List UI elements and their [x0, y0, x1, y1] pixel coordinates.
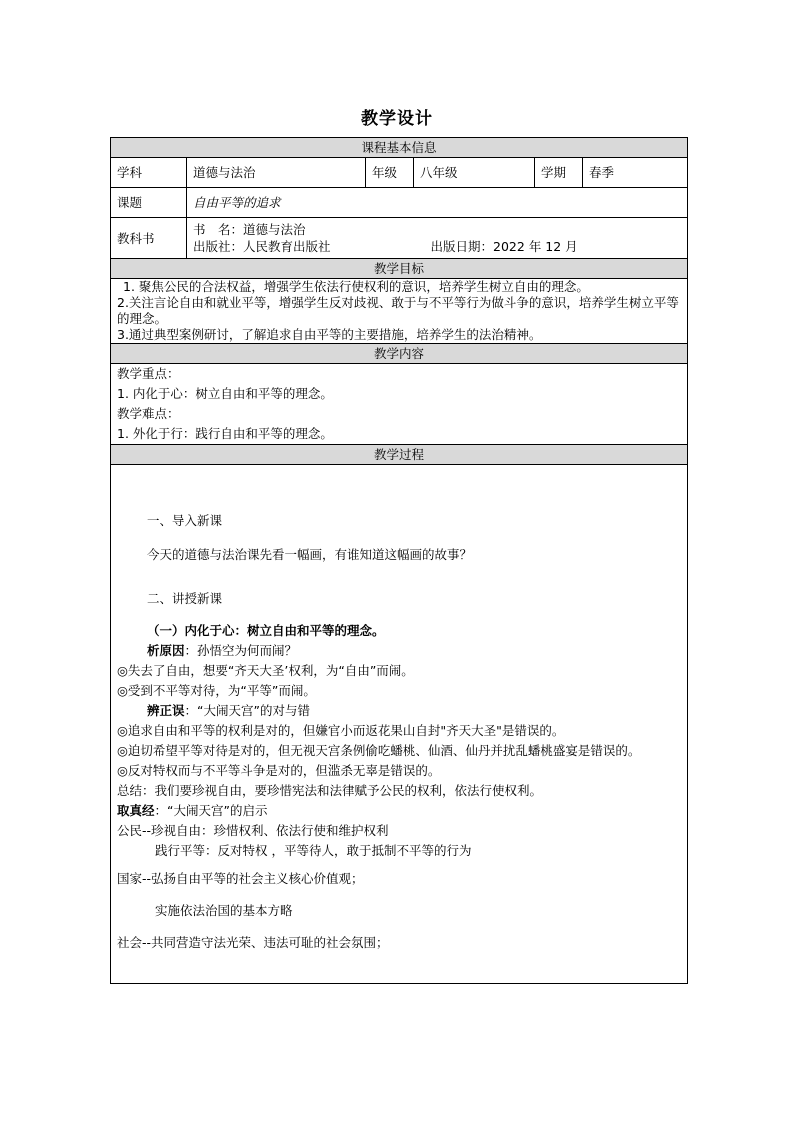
content-header-row: [111, 344, 688, 364]
book-name-key: 书 名：: [193, 222, 244, 237]
process-body: [111, 465, 688, 984]
publisher-key: 出版社：: [193, 239, 244, 254]
objective-item: 3.通过典型案例研讨，了解追求自由平等的主要措施，培养学生的法治精神。: [117, 327, 542, 342]
content-row: [111, 364, 688, 445]
objectives-header: 教学目标: [111, 259, 688, 279]
content-body: [111, 364, 688, 445]
objectives-row: [111, 279, 688, 344]
objectives-header-row: [111, 259, 688, 279]
term-label: 学期: [535, 158, 583, 188]
analyze-cause-line: [117, 641, 681, 661]
objective-item: 1. 聚焦公民的合法权益，增强学生依法行使权利的意识，培养学生树立自由的理念。: [123, 279, 589, 294]
judge-text: ：“大闹天宫”的对与错: [184, 703, 310, 718]
book-name-value: 道德与法治: [243, 222, 306, 237]
basic-info-header: 课程基本信息: [111, 138, 688, 158]
subsection-heading: （一）内化于心：树立自由和平等的理念。: [147, 623, 385, 638]
society-line: 社会--共同营造守法光荣、违法可耻的社会氛围；: [117, 935, 389, 950]
book-name-line: [193, 221, 681, 238]
process-paragraph: ◎迫切希望平等对待是对的，但无视天宫条例偷吃蟠桃、仙酒、仙丹并扰乱蟠桃盛宴是错误的。: [117, 743, 641, 758]
publisher-line: [193, 238, 681, 255]
nation-line: 国家--弘扬自由平等的社会主义核心价值观；: [117, 871, 364, 886]
process-header: 教学过程: [111, 445, 688, 465]
section-lecture-heading: 二、讲授新课: [147, 591, 223, 606]
subject-label: 学科: [111, 158, 187, 188]
pubdate-key: 出版日期：: [430, 239, 494, 254]
topic-label: 课题: [111, 188, 187, 218]
difficult-point-item: 1. 外化于行：践行自由和平等的理念。: [117, 426, 333, 441]
process-paragraph: ◎失去了自由，想要“齐天大圣’权利，为“自由”而闹。: [117, 663, 414, 678]
takeaway-text: ：“大闹天宫”的启示: [154, 803, 268, 818]
topic-row: [111, 188, 688, 218]
subject-row: [111, 158, 688, 188]
grade-value: 八年级: [414, 158, 535, 188]
textbook-info: [187, 218, 688, 259]
analyze-cause-label: 析原因: [147, 643, 185, 658]
process-paragraph: ◎追求自由和平等的权利是对的，但嫌官小而返花果山自封"齐天大圣"是错误的。: [117, 723, 565, 738]
topic-value: 自由平等的追求: [187, 188, 688, 218]
process-row: [111, 465, 688, 984]
process-header-row: [111, 445, 688, 465]
key-point-item: 1. 内化于心：树立自由和平等的理念。: [117, 386, 333, 401]
objective-item: 2.关注言论自由和就业平等，增强学生反对歧视、敢于与不平等行为做斗争的意识，培养学生树立平等的理念。: [117, 295, 679, 326]
content-header: 教学内容: [111, 344, 688, 364]
grade-label: 年级: [366, 158, 414, 188]
page-title: 教学设计: [361, 109, 433, 129]
takeaway-line: [117, 801, 681, 821]
citizen-line: 公民--珍视自由：珍惜权利、依法行使和维护权利: [117, 823, 389, 838]
basic-info-header-row: [111, 138, 688, 158]
summary-paragraph: 总结：我们要珍视自由，要珍惜宪法和法律赋予公民的权利，依法行使权利。: [117, 783, 543, 798]
analyze-cause-text: ：孙悟空为何而闹？: [184, 643, 298, 658]
process-paragraph: ◎受到不平等对待，为“平等”而闹。: [117, 683, 316, 698]
objectives-list: [111, 279, 688, 344]
section-intro-heading: 一、导入新课: [147, 513, 223, 528]
difficult-points-label: 教学难点：: [117, 406, 180, 421]
judge-label: 辨正误: [147, 703, 185, 718]
process-paragraph: ◎反对特权而与不平等斗争是对的，但滥杀无辜是错误的。: [117, 763, 441, 778]
pubdate-value: 2022 年 12 月: [493, 239, 578, 254]
equality-line: 践行平等：反对特权 ，平等待人，敢于抵制不平等的行为: [155, 843, 472, 858]
section-intro-text: 今天的道德与法治课先看一幅画，有谁知道这幅画的故事？: [147, 547, 473, 562]
textbook-row: [111, 218, 688, 259]
key-points-label: 教学重点：: [117, 366, 180, 381]
publisher-value: 人民教育出版社: [243, 239, 331, 254]
subject-value: 道德与法治: [187, 158, 366, 188]
rule-of-law-line: 实施依法治国的基本方略: [155, 903, 293, 918]
judge-line: [117, 701, 681, 721]
lesson-plan-table: [110, 137, 688, 984]
takeaway-label: 取真经: [117, 803, 155, 818]
textbook-label: 教科书: [111, 218, 187, 259]
term-value: 春季: [583, 158, 688, 188]
